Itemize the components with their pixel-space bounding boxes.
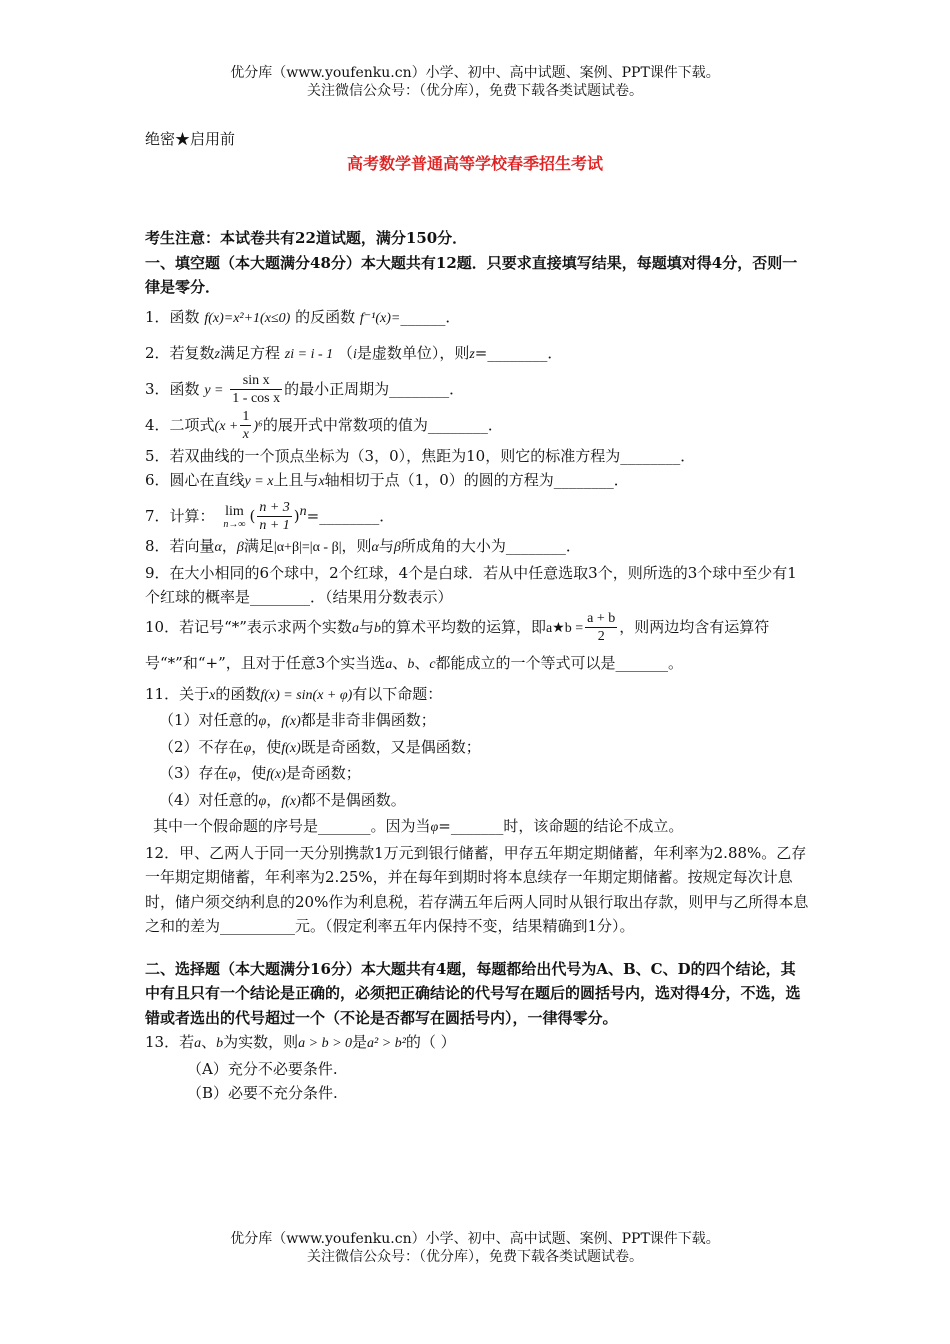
question-7: 7．计算： lim n→∞ ( $\frac{n + 3}{n + 1}$ )$^n$=________． [145, 500, 395, 533]
q11-proposition-4: （4）对任意的φ，f(x)都不是偶函数。 [159, 790, 406, 809]
question-10: 10．若记号“*”表示求两个实数a与b的算术平均数的运算，即a★b = $\frac{a + b}{2}$ ，则两边均含有运算符号“*”和“+”，且对于任意3个实当选a、b、c都能成立的一个等式可以是_______。 [145, 611, 770, 672]
question-1: 1．函数 f(x)=x²+1(x≤0) 的反函数 f⁻¹(x)=______． [145, 307, 461, 326]
footer-line-2: 关注微信公众号：（优分库），免费下载各类试题试卷。 [307, 1249, 643, 1265]
exam-content [145, 226, 809, 1106]
page-header [0, 64, 950, 100]
question-8: 8．若向量α，β满足|α+β|=|α - β|，则α与β所成角的大小为________． [145, 537, 581, 555]
page-footer [0, 1230, 950, 1266]
q13-option-a: （A）充分不必要条件. [187, 1059, 338, 1078]
exam-title: 高考数学普通高等学校春季招生考试 [346, 154, 603, 173]
secret-label: 绝密★启用前 [145, 130, 236, 148]
q11-proposition-1: （1）对任意的φ，f(x)都是非奇非偶函数； [159, 711, 436, 729]
question-12: 12．甲、乙两人于同一天分别携款1万元到银行储蓄，甲存五年期定期储蓄，年利率为2.88%。乙存一年期定期储蓄，年利率为2.25%，并在每年到期时将本息续存一年期定期储蓄。按规定每次计息时，储户须交纳利息的20%作为利息税，若存满五年后两人同时从银行取出存款，则甲与乙所得本息之和的差为__________元。（假定利率五年内保持不变，结果精确到1分）。 [145, 843, 809, 935]
question-5: 5．若双曲线的一个顶点坐标为（3，0），焦距为10，则它的标准方程为________． [145, 446, 696, 465]
header-line-1: 优分库（www.youfenku.cn）小学、初中、高中试题、案例、PPT课件下载。 [230, 65, 720, 81]
section-2-heading: 二、选择题（本大题满分16分）本大题共有4题，每题都给出代号为A、B、C、D的四个结论，其中有且只有一个结论是正确的，必须把正确结论的代号写在题后的圆括号内，选对得4分，不选，选错或者选出的代号超过一个（不论是否都写在圆括号内），一律得零分。 [145, 959, 801, 1027]
q7-limit: lim n→∞ [223, 504, 246, 530]
question-3: 3．函数 y = $\frac{\text{sin x}}{\text{1 - cos x}}$ 的最小正周期为________． [145, 373, 465, 406]
q13-option-b: （B）必要不充分条件. [187, 1084, 338, 1102]
q4-fraction: $\frac{1}{x}$ [242, 409, 250, 442]
header-line-2: 关注微信公众号：（优分库），免费下载各类试题试卷。 [307, 83, 643, 99]
question-13: 13．若a、b为实数，则a > b > 0是a² > b²的（ ） [145, 1033, 456, 1051]
q11-proposition-3: （3）存在φ，使f(x)是奇函数； [159, 764, 361, 782]
question-6: 6．圆心在直线y = x上且与x轴相切于点（1，0）的圆的方程为________． [145, 471, 629, 489]
question-11: 11．关于x的函数f(x) = sin(x + φ)有以下命题： [145, 684, 443, 703]
q1-inverse: f⁻¹(x)= [359, 310, 401, 326]
notice: 考生注意：本试卷共有22道试题，满分150分． [145, 229, 468, 247]
q11-proposition-2: （2）不存在φ，使f(x)既是奇函数，又是偶函数； [159, 737, 481, 756]
q2-equation: zi = i - 1 [284, 346, 334, 362]
question-4: 4．二项式(x + $\frac{1}{x}$ )⁶的展开式中常数项的值为________． [145, 409, 503, 442]
q10-fraction: $\frac{a + b}{2}$ [587, 611, 616, 644]
q7-fraction: $\frac{n + 3}{n + 1}$ [259, 500, 290, 533]
q1-function: f(x)=x²+1(x≤0) [204, 310, 291, 326]
footer-line-1: 优分库（www.youfenku.cn）小学、初中、高中试题、案例、PPT课件下载。 [230, 1231, 720, 1247]
question-2: 2．若复数z满足方程 zi = i - 1 （i是虚数单位），则z=________． [145, 343, 563, 362]
section-1-heading: 一、填空题（本大题满分48分）本大题共有12题．只要求直接填写结果，每题填对得4分，否则一律是零分． [145, 253, 798, 296]
q11-ending: 其中一个假命题的序号是_______。因为当φ=_______时，该命题的结论不成立。 [153, 817, 684, 835]
q3-fraction: $\frac{\text{sin x}}{\text{1 - cos x}}$ [232, 373, 281, 406]
question-9: 9．在大小相同的6个球中，2个红球，4个是白球．若从中任意选取3个，则所选的3个球中至少有1个红球的概率是________．（结果用分数表示） [145, 563, 797, 606]
q8-condition: |α+β|=|α - β| [273, 540, 342, 555]
